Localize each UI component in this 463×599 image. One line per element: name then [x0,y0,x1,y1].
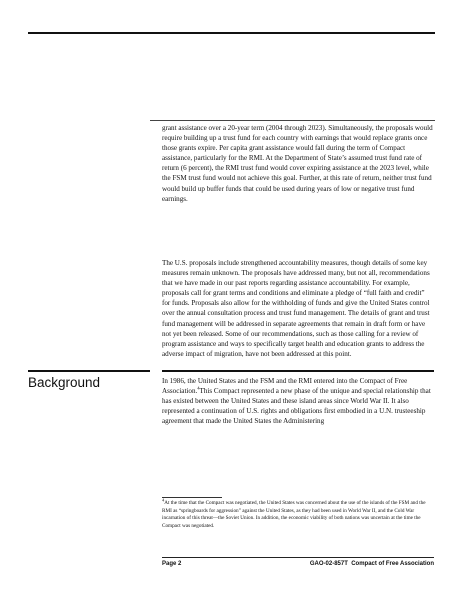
section-rule [28,370,434,372]
section-heading-background: Background [28,375,101,390]
body-top-rule [150,120,435,121]
footnote-text: At the time that the Compact was negotiated, the United States was concerned about the use of the islands of the FSM and the RMI as “springboards for aggression” against the United States, as they had been used in World War II, and the Cold War incarnation of this threat—the Soviet Union. In addition, the economic viability of both nations was uncertain at the time the Compact was negotiated. [162,500,426,529]
footer-rule [162,557,434,558]
page-number: Page 2 [162,561,182,567]
background-text-before-note: In 1986, the United States and the FSM and the RMI entered into the Compact of Free Association. [162,377,408,396]
footnote-marker: 4 [162,497,165,503]
footnote [162,497,434,530]
report-id: GAO-02-857T Compact of Free Association [309,561,434,567]
body-paragraph-2: The U.S. proposals include strengthened accountability measures, though details of some key measures remain unknown. The proposals have addressed many, but not all, recommendations that we have made in our past reports regarding assistance accountability. For example, proposals call for grant terms and conditions and eliminate a pledge of “full faith and credit” for funds. Proposals also allow for the withholding of funds and give the United States control over the annual consultation process and trust fund management. The details of grant and trust fund management will be addressed in separate agreements that remain in draft form or have not yet been released. Some of our recommendations, such as those calling for a review of program assistance and ways to specifically target health and education grants to address the adverse impact of migration, have not been addressed at this point. [162,259,430,358]
body-paragraph-1: grant assistance over a 20-year term (2004 through 2023). Simultaneously, the proposals would require building up a trust fund for each country with earnings that would replace grants once those grants expire. Per capita grant assistance would fall during the term of Compact assistance, particularly for the RMI. At the Department of State’s assumed trust fund rate of return (6 percent), the RMI trust fund would cover expiring assistance at the 2023 level, while the FSM trust fund would not achieve this goal. Further, at this rate of return, neither trust fund would build up buffer funds that could be used during years of low or negative trust fund earnings. [162,124,433,203]
footnote-rule [162,497,222,498]
top-rule [28,32,435,34]
footnote-reference[interactable]: 4 [197,385,200,391]
background-text-after-note: This Compact represented a new phase of the unique and special relationship that has existed between the United States and these island areas since World War II. It also represented a continuation of U.S. rights and obligations first embodied in a U.N. trusteeship agreement that made the United States the Administering [162,387,431,426]
section-rule-gap [150,370,162,372]
background-paragraph [162,376,434,426]
